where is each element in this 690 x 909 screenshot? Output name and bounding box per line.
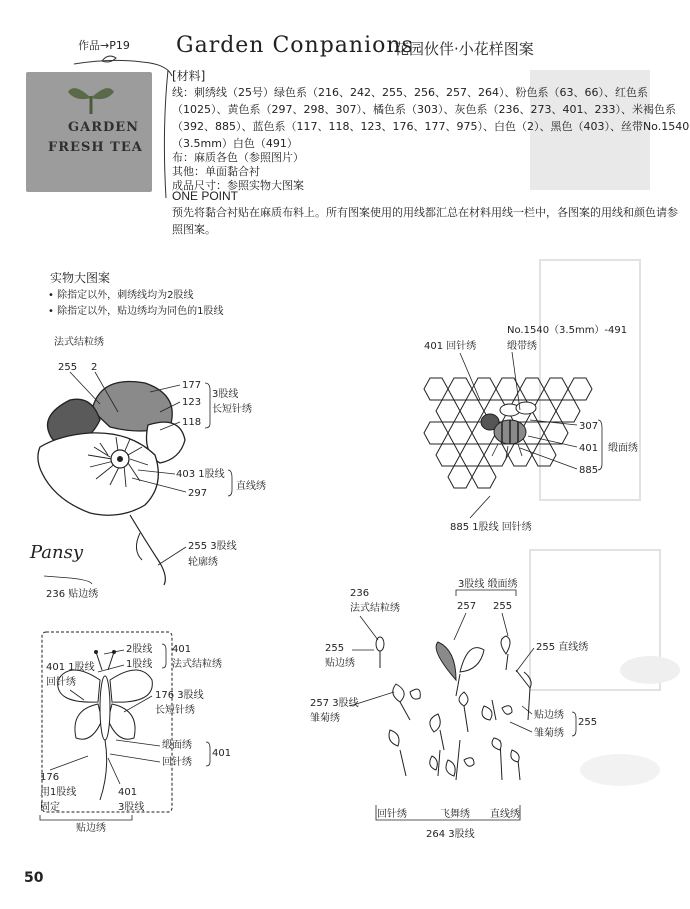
materials-heading: [材料] — [172, 69, 206, 83]
sprouts-label-back: 回针绣 — [377, 809, 407, 820]
sprouts-label-3satin: 3股线 缎面绣 — [458, 579, 518, 590]
butterfly-label-401b: 401 — [212, 748, 232, 759]
butterfly-label-401-1: 401 1股线 — [46, 662, 95, 673]
pansy-label-straight: 直线绣 — [236, 481, 266, 492]
page-subtitle: 花园伙伴·小花样图案 — [394, 40, 534, 58]
bee-label-satin: 缎面绣 — [608, 443, 638, 454]
sprouts-label-french: 法式结粒绣 — [350, 603, 400, 614]
pansy-label-255-3: 255 3股线 — [188, 541, 237, 552]
pansy-label-123: 123 — [182, 397, 202, 408]
pansy-label-177: 177 — [182, 380, 202, 391]
butterfly-label-satin: 缎面绣 — [162, 740, 192, 751]
bee-label-ribbon: 缎带绣 — [507, 341, 537, 352]
butterfly-label-fix: 固定 — [40, 802, 60, 813]
sprouts-label-fly: 飞舞绣 — [440, 809, 470, 820]
sprouts-label-264: 264 3股线 — [426, 829, 475, 840]
bee-label-307: 307 — [579, 421, 599, 432]
page-title: Garden Conpanions — [176, 33, 414, 58]
bee-label-885: 885 — [579, 465, 599, 476]
sprouts-label-daisy: 雏菊绣 — [310, 713, 340, 724]
pansy-label-297: 297 — [188, 488, 208, 499]
bee-label-401-back: 401 回针绣 — [424, 341, 477, 352]
butterfly-label-3strand: 3股线 — [118, 802, 145, 813]
materials-line-1: 线：刺绣线（25号）绿色系（216、242、255、256、257、264）、粉色系（63、66）、红色系 — [172, 86, 648, 99]
sprouts-label-applique2: 贴边绣 — [534, 710, 564, 721]
materials-line-4: （3.5mm）白色（491） — [172, 137, 298, 150]
one-point-line-1: 预先将黏合衬贴在麻质布料上。所有图案使用的用线都汇总在材料用线一栏中，各图案的用线和颜色请参 — [172, 206, 678, 219]
sprouts-label-255b: 255 — [325, 643, 345, 654]
butterfly-label-applique: 贴边绣 — [76, 823, 106, 834]
photo-text-garden: GARDEN — [68, 120, 140, 135]
bee-label-401: 401 — [579, 443, 599, 454]
butterfly-label-french: 法式结粒绣 — [172, 659, 222, 670]
pansy-label-255: 255 — [58, 362, 78, 373]
sprouts-label-255c: 255 — [578, 717, 598, 728]
sprouts-label-257: 257 — [457, 601, 477, 612]
pansy-label-outline: 轮廓绣 — [188, 557, 218, 568]
work-reference: 作品→P19 — [78, 39, 130, 52]
sprouts-label-255: 255 — [493, 601, 513, 612]
sprouts-label-255-straight: 255 直线绣 — [536, 642, 589, 653]
pansy-label-french-knot: 法式结粒绣 — [54, 337, 104, 348]
sprouts-label-applique: 贴边绣 — [325, 658, 355, 669]
sprouts-label-daisy2: 雏菊绣 — [534, 728, 564, 739]
bee-label-ribbon-no: No.1540（3.5mm）-491 — [507, 325, 628, 336]
butterfly-label-back2: 回针绣 — [162, 757, 192, 768]
bee-label-885-1: 885 1股线 回针绣 — [450, 522, 532, 533]
materials-line-3: （392、885）、蓝色系（117、118、123、176、177、975）、白色（2）、黑色（403）、丝带No.1540 — [172, 120, 690, 133]
butterfly-label-1strand: 1股线 — [126, 659, 153, 670]
one-point-line-2: 照图案。 — [172, 223, 216, 236]
page-number: 50 — [24, 870, 44, 886]
pansy-label-long-short: 长短针绣 — [212, 404, 252, 415]
materials-line-2: （1025）、黄色系（297、298、307）、橘色系（303）、灰色系（236、273、401、233）、米褐色系 — [172, 103, 676, 116]
butterfly-label-401: 401 — [172, 644, 192, 655]
materials-cloth: 布：麻质各色（参照图片） — [172, 151, 304, 164]
one-point-heading: ONE POINT — [172, 189, 239, 203]
butterfly-label-401c: 401 — [118, 787, 138, 798]
butterfly-label-long-short: 长短针绣 — [155, 705, 195, 716]
pansy-script-name: Pansy — [30, 542, 84, 563]
photo-text-fresh-tea: FRESH TEA — [48, 140, 143, 155]
pansy-label-2: 2 — [91, 362, 98, 373]
butterfly-label-back: 回针绣 — [46, 677, 76, 688]
materials-size: 成品尺寸：参照实物大图案 — [172, 179, 304, 192]
section-note-2: • 除指定以外，贴边绣均为同色的1股线 — [48, 306, 224, 317]
section-title: 实物大图案 — [50, 271, 111, 285]
pansy-label-403: 403 1股线 — [176, 469, 225, 480]
sprouts-label-236: 236 — [350, 588, 370, 599]
pansy-label-236: 236 贴边绣 — [46, 589, 99, 600]
butterfly-label-use1: 用1股线 — [40, 787, 77, 798]
butterfly-label-176: 176 — [40, 772, 60, 783]
pansy-label-118: 118 — [182, 417, 202, 428]
materials-other: 其他：单面黏合衬 — [172, 165, 260, 178]
sprouts-label-257-3: 257 3股线 — [310, 698, 359, 709]
sprouts-label-straight: 直线绣 — [490, 809, 520, 820]
section-note-1: • 除指定以外，刺绣线均为2股线 — [48, 290, 194, 301]
butterfly-label-2strand: 2股线 — [126, 644, 153, 655]
pansy-label-3strand: 3股线 — [212, 389, 239, 400]
butterfly-label-176-3: 176 3股线 — [155, 690, 204, 701]
